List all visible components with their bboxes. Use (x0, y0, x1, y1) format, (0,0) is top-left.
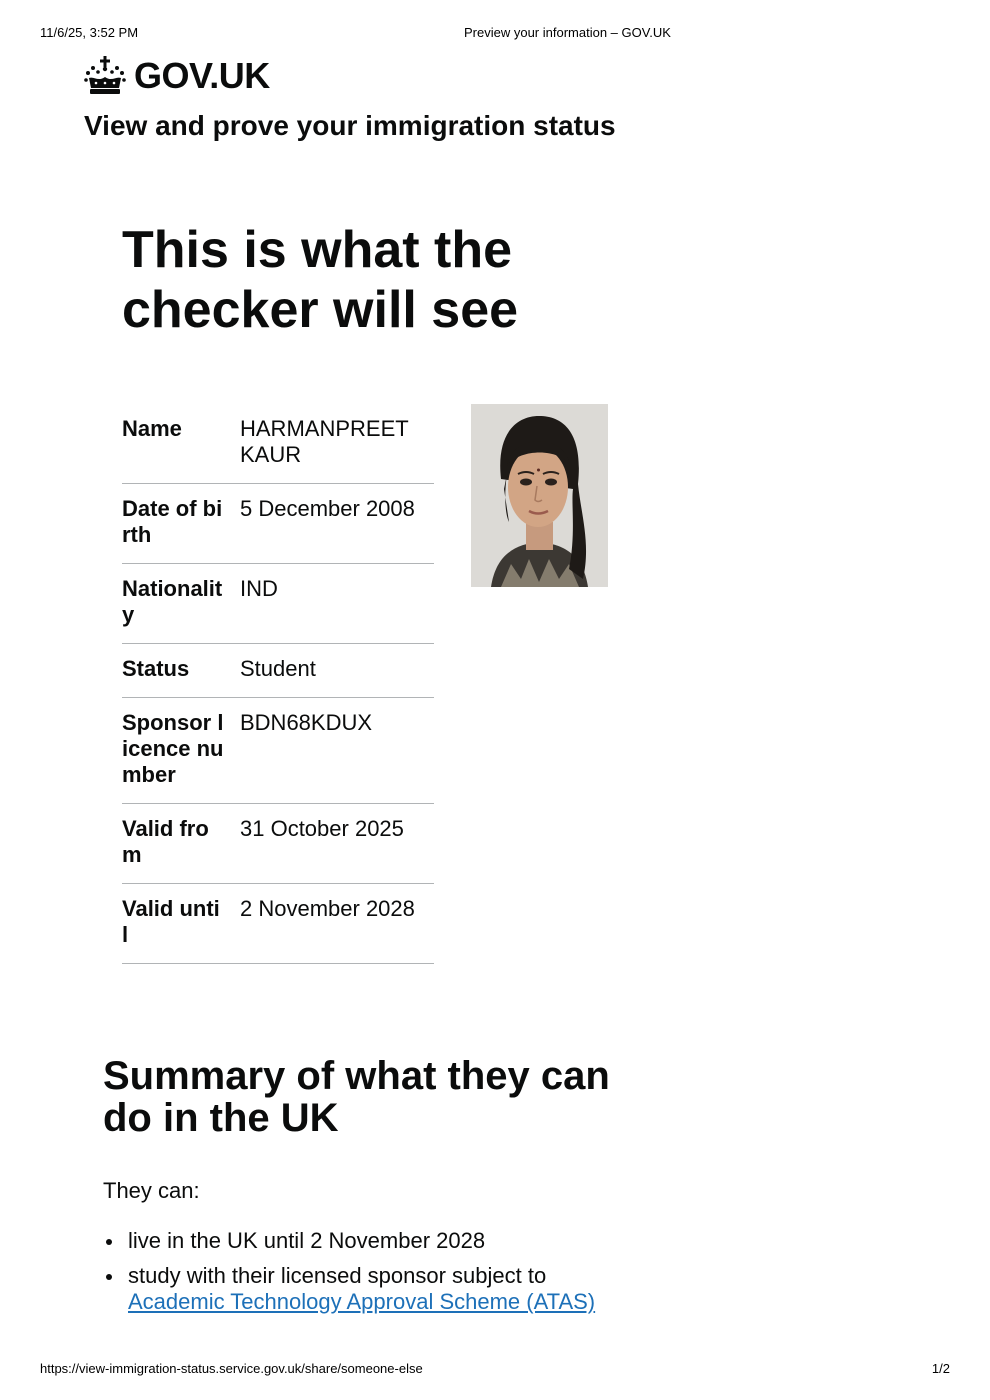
row-label: Valid from (122, 804, 240, 884)
row-label: Date of birth (122, 484, 240, 564)
portrait-photo (471, 404, 608, 587)
row-value: 5 December 2008 (240, 484, 434, 564)
details-row-valid-until (122, 884, 434, 964)
details-row-name (122, 404, 434, 484)
bullet-icon (106, 1274, 112, 1280)
list-item-text: study with their licensed sponsor subject to (128, 1263, 547, 1288)
details-row-status (122, 644, 434, 698)
details-row-sponsor-licence (122, 698, 434, 804)
row-value: 2 November 2028 (240, 884, 434, 964)
row-label: Sponsor licence number (122, 698, 240, 804)
print-datetime: 11/6/25, 3:52 PM (40, 25, 139, 40)
print-page-title: Preview your information – GOV.UK (464, 25, 671, 40)
list-item (103, 1228, 663, 1254)
row-value: Student (240, 644, 434, 698)
service-name[interactable]: View and prove your immigration status (84, 110, 616, 141)
row-value: IND (240, 564, 434, 644)
row-label: Valid until (122, 884, 240, 964)
row-label: Name (122, 404, 240, 484)
page-title: This is what the checker will see (122, 221, 519, 339)
summary-intro: They can: (103, 1178, 200, 1203)
details-row-valid-from (122, 804, 434, 884)
row-value: 31 October 2025 (240, 804, 434, 884)
summary-title: Summary of what they can do in the UK (103, 1054, 610, 1140)
atas-link[interactable]: Academic Technology Approval Scheme (ATAS) (128, 1289, 596, 1314)
govuk-logo-link[interactable] (84, 55, 270, 97)
details-table (122, 404, 434, 964)
crown-icon (84, 56, 126, 96)
details-row-date-of-birth (122, 484, 434, 564)
row-label: Status (122, 644, 240, 698)
list-item-text: live in the UK until 2 November 2028 (128, 1228, 486, 1253)
print-url: https://view-immigration-status.service.gov.uk/share/someone-else (40, 1361, 423, 1376)
details-row-nationality (122, 564, 434, 644)
row-value: HARMANPREET KAUR (240, 404, 434, 484)
row-label: Nationality (122, 564, 240, 644)
list-item (103, 1263, 663, 1315)
govuk-logo-text: GOV.UK (134, 55, 270, 96)
print-page-number: 1/2 (931, 1361, 950, 1376)
bullet-icon (106, 1239, 112, 1245)
row-value: BDN68KDUX (240, 698, 434, 804)
permissions-list (103, 1228, 663, 1324)
